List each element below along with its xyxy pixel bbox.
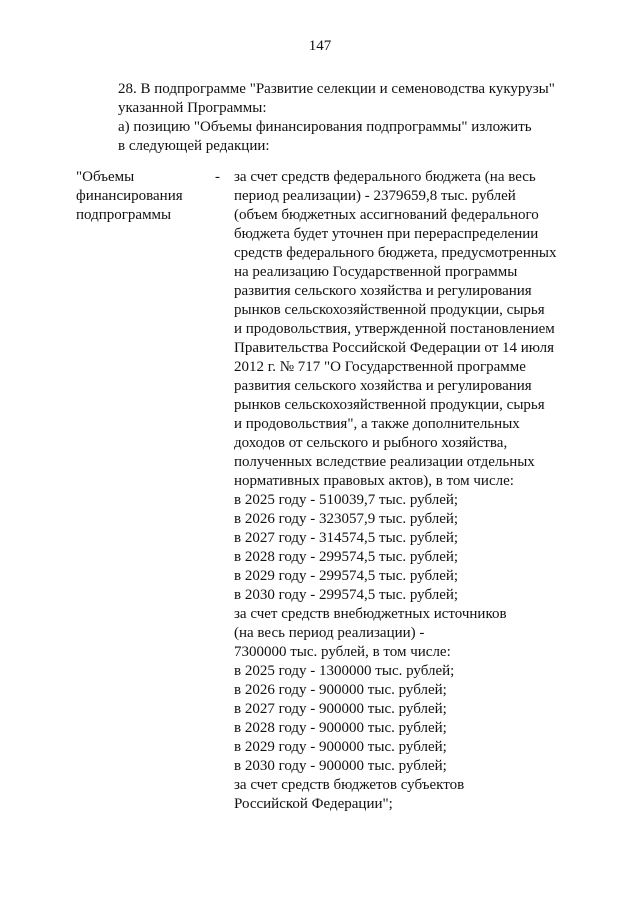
funding-details-column [234,168,564,814]
funding-detail-line: за счет средств внебюджетных источников [234,606,507,622]
paragraph-amendment-instruction [76,118,568,156]
funding-label-column [76,168,216,225]
funding-year-line: в 2030 году - 299574,5 тыс. рублей; [234,587,459,603]
funding-detail-line: средств федерального бюджета, предусмотренных [234,245,557,261]
funding-year-line: в 2025 году - 1300000 тыс. рублей; [234,663,455,679]
funding-detail-line: период реализации) - 2379659,8 тыс. рублей [234,188,516,204]
funding-detail-line: за счет средств бюджетов субъектов [234,777,465,793]
funding-detail-line: развития сельского хозяйства и регулирования [234,378,532,394]
funding-detail-line: и продовольствия", а также дополнительных [234,416,520,432]
funding-label-line: подпрограммы [76,207,172,223]
funding-year-line: в 2028 году - 299574,5 тыс. рублей; [234,549,459,565]
funding-year-line: в 2026 году - 323057,9 тыс. рублей; [234,511,459,527]
separator-dash: - [215,169,220,185]
funding-label-line: финансирования [76,188,183,204]
funding-detail-line: 7300000 тыс. рублей, в том числе: [234,644,451,660]
funding-detail-line: развития сельского хозяйства и регулирования [234,283,532,299]
funding-detail-line: Российской Федерации"; [234,796,393,812]
funding-year-line: в 2025 году - 510039,7 тыс. рублей; [234,492,459,508]
funding-year-line: в 2030 году - 900000 тыс. рублей; [234,758,447,774]
funding-detail-line: полученных вследствие реализации отдельных [234,454,535,470]
funding-detail-line: рынков сельскохозяйственной продукции, сырья [234,397,545,413]
funding-detail-line: (на весь период реализации) - [234,625,425,641]
page-number: 147 [308,38,332,54]
paragraph-line: в следующей редакции: [118,138,270,154]
paragraph-line: а) позицию "Объемы финансирования подпрограммы" изложить [118,119,532,135]
funding-year-line: в 2026 году - 900000 тыс. рублей; [234,682,447,698]
funding-year-line: в 2029 году - 299574,5 тыс. рублей; [234,568,459,584]
paragraph-line: указанной Программы: [118,100,267,116]
funding-year-line: в 2029 году - 900000 тыс. рублей; [234,739,447,755]
funding-label-line: "Объемы [76,169,135,185]
funding-year-line: в 2027 году - 314574,5 тыс. рублей; [234,530,459,546]
paragraph-line: 28. В подпрограмме "Развитие селекции и семеноводства кукурузы" [118,81,555,97]
funding-detail-line: бюджета будет уточнен при перераспределении [234,226,539,242]
funding-detail-line: Правительства Российской Федерации от 14 июля [234,340,555,356]
funding-detail-line: за счет средств федерального бюджета (на весь [234,169,536,185]
funding-detail-line: и продовольствия, утвержденной постановлением [234,321,555,337]
funding-detail-line: нормативных правовых актов), в том числе: [234,473,514,489]
funding-year-line: в 2028 году - 900000 тыс. рублей; [234,720,447,736]
funding-detail-line: рынков сельскохозяйственной продукции, сырья [234,302,545,318]
funding-year-line: в 2027 году - 900000 тыс. рублей; [234,701,447,717]
funding-detail-line: 2012 г. № 717 "О Государственной программе [234,359,526,375]
funding-detail-line: доходов от сельского и рыбного хозяйства, [234,435,508,451]
paragraph-amendment-intro [76,80,568,118]
funding-detail-line: (объем бюджетных ассигнований федерального [234,207,539,223]
funding-detail-line: на реализацию Государственной программы [234,264,518,280]
